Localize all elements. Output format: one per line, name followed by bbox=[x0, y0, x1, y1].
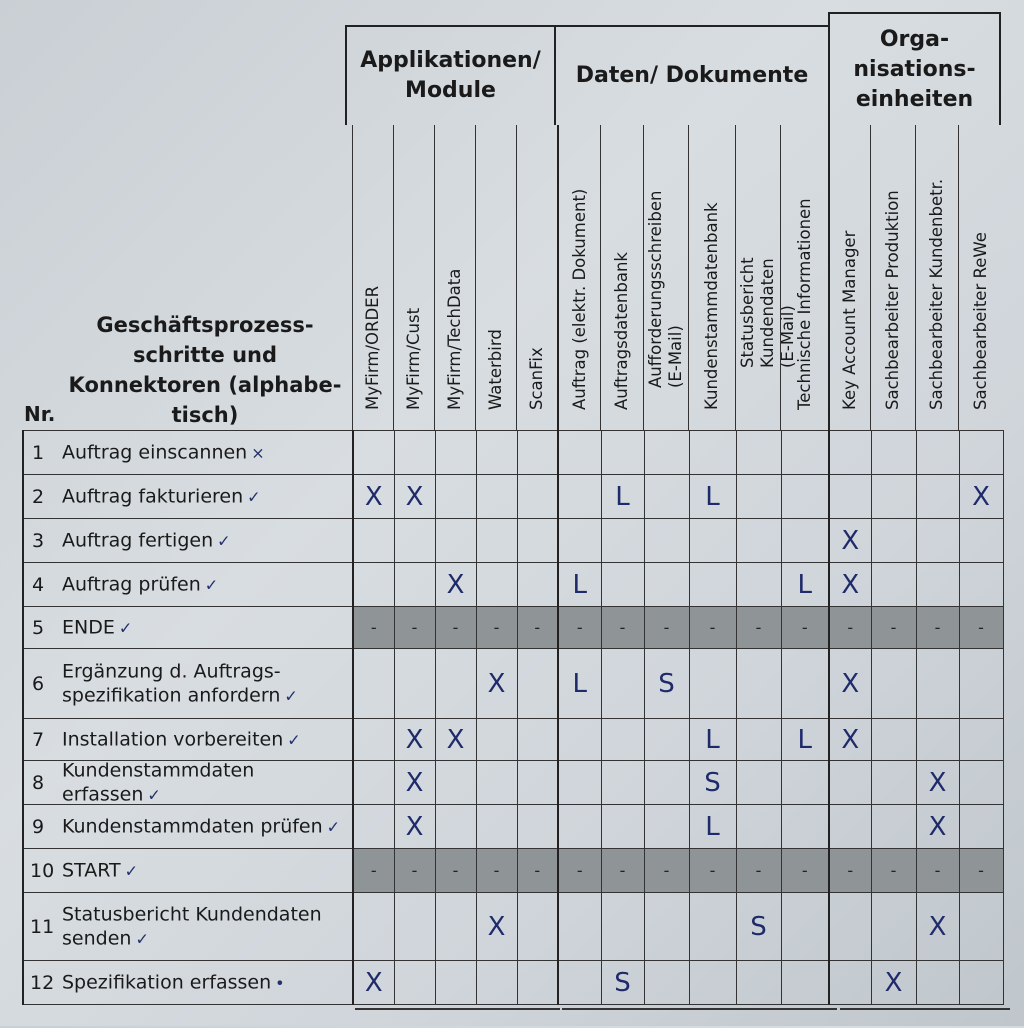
matrix-cell bbox=[689, 961, 736, 1005]
matrix-cell: X bbox=[476, 893, 517, 961]
step-number: 2 bbox=[32, 485, 45, 508]
matrix-cell bbox=[916, 475, 959, 519]
matrix-cell: - bbox=[601, 849, 644, 893]
matrix-cell bbox=[916, 431, 959, 475]
step-number: 5 bbox=[32, 616, 45, 639]
column-header-0 bbox=[352, 125, 393, 430]
matrix-cell bbox=[959, 761, 1003, 805]
matrix-cell: - bbox=[558, 607, 601, 649]
matrix-cell: X bbox=[829, 563, 871, 607]
step-number: 9 bbox=[32, 815, 45, 838]
matrix-cell: - bbox=[736, 607, 781, 649]
step-cell bbox=[23, 607, 353, 649]
process-steps-header: Geschäftsprozess- schritte und Konnektoren (alphabe- tisch) bbox=[68, 313, 342, 427]
matrix-cell: - bbox=[644, 607, 689, 649]
matrix-cell bbox=[558, 805, 601, 849]
matrix-cell: - bbox=[871, 607, 916, 649]
column-header-4 bbox=[516, 125, 557, 430]
matrix-cell bbox=[435, 961, 476, 1005]
matrix-cell bbox=[644, 431, 689, 475]
matrix-cell bbox=[736, 563, 781, 607]
matrix-cell bbox=[601, 719, 644, 761]
matrix-cell bbox=[435, 805, 476, 849]
table-row bbox=[23, 849, 1003, 893]
matrix-cell: X bbox=[829, 519, 871, 563]
column-header-11 bbox=[828, 125, 870, 430]
matrix-cell: - bbox=[476, 607, 517, 649]
matrix-cell bbox=[601, 431, 644, 475]
matrix-cell bbox=[517, 475, 558, 519]
matrix-cell: - bbox=[476, 849, 517, 893]
bottom-brace-right bbox=[840, 1008, 1010, 1028]
step-cell bbox=[23, 805, 353, 849]
check-mark-icon: • bbox=[275, 973, 285, 992]
matrix-cell bbox=[435, 475, 476, 519]
matrix-cell bbox=[736, 475, 781, 519]
matrix-cell: L bbox=[558, 649, 601, 719]
matrix-cell bbox=[476, 519, 517, 563]
matrix-cell: X bbox=[394, 719, 435, 761]
matrix-cell bbox=[353, 719, 394, 761]
matrix-cell: X bbox=[394, 805, 435, 849]
matrix-cell bbox=[871, 519, 916, 563]
matrix-table bbox=[22, 430, 1004, 1005]
matrix-cell bbox=[871, 719, 916, 761]
matrix-cell bbox=[644, 563, 689, 607]
matrix-cell: X bbox=[871, 961, 916, 1005]
matrix-cell: - bbox=[829, 607, 871, 649]
bottom-brace-left bbox=[355, 1008, 560, 1028]
check-mark-icon: ✓ bbox=[287, 730, 301, 749]
step-label: Auftrag prüfen bbox=[62, 573, 201, 595]
matrix-cell bbox=[689, 893, 736, 961]
matrix-cell bbox=[517, 961, 558, 1005]
table-row bbox=[23, 893, 1003, 961]
step-number: 12 bbox=[30, 971, 55, 994]
matrix-cell bbox=[476, 431, 517, 475]
matrix-cell: - bbox=[916, 849, 959, 893]
column-header-label: Statusbericht Kundendaten (E-Mail) bbox=[738, 257, 797, 368]
group-header-org-units: Orga- nisations- einheiten bbox=[828, 12, 1001, 125]
column-header-label: MyFirm/Cust bbox=[404, 307, 423, 410]
step-label: Auftrag einscannen bbox=[62, 441, 248, 463]
matrix-cell: X bbox=[394, 475, 435, 519]
matrix-cell bbox=[829, 761, 871, 805]
matrix-cell bbox=[871, 475, 916, 519]
step-cell bbox=[23, 519, 353, 563]
matrix-cell bbox=[517, 519, 558, 563]
matrix-cell bbox=[959, 805, 1003, 849]
table-row bbox=[23, 805, 1003, 849]
column-header-label: Aufforderungsschreiben (E-Mail) bbox=[646, 190, 685, 388]
column-header-10 bbox=[780, 125, 828, 430]
column-header-2 bbox=[434, 125, 475, 430]
step-number: 1 bbox=[32, 441, 45, 464]
matrix-cell bbox=[829, 961, 871, 1005]
matrix-cell bbox=[558, 719, 601, 761]
matrix-cell bbox=[959, 563, 1003, 607]
column-header-3 bbox=[475, 125, 516, 430]
matrix-cell bbox=[394, 431, 435, 475]
matrix-cell: - bbox=[435, 607, 476, 649]
matrix-cell: - bbox=[689, 607, 736, 649]
check-mark-icon: ✓ bbox=[326, 817, 341, 836]
column-header-label: Sachbearbeiter Kundenbetr. bbox=[927, 178, 946, 410]
column-header-13 bbox=[915, 125, 958, 430]
matrix-cell bbox=[601, 519, 644, 563]
check-mark-icon: ✓ bbox=[118, 618, 133, 637]
matrix-cell: - bbox=[829, 849, 871, 893]
check-mark-icon: × bbox=[251, 443, 265, 462]
matrix-cell bbox=[476, 805, 517, 849]
step-label: START bbox=[62, 859, 121, 881]
column-header-14 bbox=[958, 125, 1002, 430]
step-number: 10 bbox=[30, 859, 55, 882]
step-number: 4 bbox=[32, 573, 45, 596]
check-mark-icon: ✓ bbox=[204, 575, 219, 594]
matrix-cell bbox=[517, 431, 558, 475]
matrix-cell bbox=[476, 719, 517, 761]
matrix-cell: S bbox=[644, 649, 689, 719]
matrix-cell bbox=[829, 431, 871, 475]
matrix-cell bbox=[829, 805, 871, 849]
matrix-cell: L bbox=[781, 563, 829, 607]
check-mark-icon: ✓ bbox=[147, 785, 161, 804]
matrix-cell: - bbox=[689, 849, 736, 893]
matrix-cell: - bbox=[601, 607, 644, 649]
matrix-cell: X bbox=[916, 893, 959, 961]
matrix-cell bbox=[959, 519, 1003, 563]
step-label: Auftrag fertigen bbox=[62, 529, 214, 551]
matrix-cell bbox=[558, 519, 601, 563]
column-header-label: Technische Informationen bbox=[794, 198, 814, 410]
step-number: 11 bbox=[30, 915, 55, 938]
matrix-cell bbox=[644, 761, 689, 805]
column-header-label: MyFirm/TechData bbox=[445, 268, 464, 410]
matrix-cell bbox=[517, 563, 558, 607]
step-number: 7 bbox=[32, 728, 45, 751]
matrix-cell bbox=[394, 961, 435, 1005]
matrix-cell bbox=[959, 649, 1003, 719]
column-header-label: Kundenstammdatenbank bbox=[702, 202, 721, 410]
matrix-cell: S bbox=[689, 761, 736, 805]
matrix-cell bbox=[916, 649, 959, 719]
matrix-cell bbox=[871, 805, 916, 849]
step-cell bbox=[23, 719, 353, 761]
matrix-cell bbox=[916, 563, 959, 607]
nr-header: Nr. bbox=[24, 402, 56, 426]
matrix-cell bbox=[736, 761, 781, 805]
matrix-cell: X bbox=[916, 761, 959, 805]
step-cell bbox=[23, 961, 353, 1005]
group-header-data-documents: Daten/ Dokumente bbox=[554, 25, 830, 125]
step-label: Installation vorbereiten bbox=[62, 728, 284, 750]
matrix-cell bbox=[689, 431, 736, 475]
column-header-label: Auftragsdatenbank bbox=[612, 252, 631, 410]
matrix-cell: L bbox=[689, 805, 736, 849]
matrix-cell bbox=[781, 961, 829, 1005]
column-header-9 bbox=[735, 125, 797, 430]
matrix-cell bbox=[394, 563, 435, 607]
check-mark-icon: ✓ bbox=[135, 929, 149, 948]
step-number: 6 bbox=[32, 672, 45, 695]
matrix-cell bbox=[781, 761, 829, 805]
matrix-cell bbox=[394, 649, 435, 719]
step-label: Spezifikation erfassen bbox=[62, 971, 272, 993]
matrix-cell: L bbox=[689, 719, 736, 761]
matrix-cell bbox=[829, 893, 871, 961]
matrix-cell bbox=[394, 893, 435, 961]
matrix-cell: - bbox=[517, 607, 558, 649]
matrix-cell: X bbox=[476, 649, 517, 719]
step-label: Ergänzung d. Auftrags- spezifikation anfordern bbox=[62, 660, 281, 706]
matrix-cell bbox=[871, 431, 916, 475]
step-cell bbox=[23, 475, 353, 519]
table-row bbox=[23, 649, 1003, 719]
matrix-cell bbox=[916, 719, 959, 761]
step-number: 3 bbox=[32, 529, 45, 552]
step-label: Auftrag fakturieren bbox=[62, 485, 244, 507]
matrix-cell bbox=[871, 563, 916, 607]
matrix-cell bbox=[476, 761, 517, 805]
matrix-cell bbox=[736, 519, 781, 563]
matrix-cell bbox=[781, 519, 829, 563]
column-header-8 bbox=[688, 125, 735, 430]
matrix-cell bbox=[644, 719, 689, 761]
matrix-cell: - bbox=[394, 607, 435, 649]
step-label: Statusbericht Kundendaten senden bbox=[62, 903, 322, 949]
matrix-cell bbox=[781, 805, 829, 849]
matrix-cell: - bbox=[644, 849, 689, 893]
matrix-cell: - bbox=[394, 849, 435, 893]
matrix-cell: X bbox=[394, 761, 435, 805]
check-mark-icon: ✓ bbox=[217, 531, 231, 550]
matrix-cell bbox=[558, 431, 601, 475]
matrix-cell bbox=[558, 761, 601, 805]
matrix-cell bbox=[476, 961, 517, 1005]
matrix-cell bbox=[736, 805, 781, 849]
matrix-cell: - bbox=[435, 849, 476, 893]
matrix-cell bbox=[829, 475, 871, 519]
table-row bbox=[23, 719, 1003, 761]
bottom-brace-mid bbox=[562, 1008, 837, 1028]
matrix-cell bbox=[736, 649, 781, 719]
matrix-cell: X bbox=[435, 563, 476, 607]
matrix-cell bbox=[353, 893, 394, 961]
matrix-cell bbox=[871, 649, 916, 719]
step-cell bbox=[23, 431, 353, 475]
matrix-cell bbox=[435, 519, 476, 563]
matrix-cell: - bbox=[871, 849, 916, 893]
matrix-cell: X bbox=[916, 805, 959, 849]
matrix-cell: - bbox=[781, 607, 829, 649]
matrix-cell bbox=[644, 961, 689, 1005]
matrix-cell bbox=[959, 431, 1003, 475]
table-row bbox=[23, 519, 1003, 563]
matrix-cell bbox=[353, 519, 394, 563]
step-cell bbox=[23, 761, 353, 805]
matrix-cell: - bbox=[959, 849, 1003, 893]
matrix-cell bbox=[781, 475, 829, 519]
matrix-cell: - bbox=[558, 849, 601, 893]
column-header-label: MyFirm/ORDER bbox=[363, 285, 382, 410]
table-row bbox=[23, 475, 1003, 519]
matrix-cell bbox=[601, 761, 644, 805]
matrix-cell bbox=[558, 893, 601, 961]
matrix-cell bbox=[736, 961, 781, 1005]
column-header-6 bbox=[600, 125, 643, 430]
matrix-cell bbox=[558, 961, 601, 1005]
matrix-cell bbox=[517, 761, 558, 805]
matrix-cell bbox=[644, 893, 689, 961]
table-row bbox=[23, 961, 1003, 1005]
matrix-cell: X bbox=[353, 961, 394, 1005]
step-label: Kundenstammdaten prüfen bbox=[62, 815, 323, 837]
matrix-cell bbox=[689, 649, 736, 719]
matrix-cell bbox=[517, 805, 558, 849]
matrix-cell bbox=[601, 649, 644, 719]
matrix-cell bbox=[353, 761, 394, 805]
matrix-cell: X bbox=[829, 719, 871, 761]
matrix-cell: L bbox=[781, 719, 829, 761]
matrix-cell bbox=[353, 563, 394, 607]
matrix-cell: L bbox=[689, 475, 736, 519]
matrix-cell bbox=[353, 805, 394, 849]
matrix-cell bbox=[601, 563, 644, 607]
matrix-cell: L bbox=[601, 475, 644, 519]
matrix-cell: X bbox=[959, 475, 1003, 519]
step-cell bbox=[23, 649, 353, 719]
column-header-label: ScanFix bbox=[527, 347, 546, 410]
matrix-cell bbox=[736, 719, 781, 761]
matrix-cell: - bbox=[781, 849, 829, 893]
check-mark-icon: ✓ bbox=[247, 487, 261, 506]
column-header-label: Auftrag (elektr. Dokument) bbox=[569, 188, 589, 410]
matrix-cell bbox=[435, 431, 476, 475]
column-header-12 bbox=[870, 125, 915, 430]
matrix-cell: L bbox=[558, 563, 601, 607]
column-header-label: Sachbearbeiter ReWe bbox=[970, 232, 990, 410]
matrix-cell bbox=[517, 719, 558, 761]
step-label: Kundenstammdaten erfassen bbox=[62, 759, 255, 805]
matrix-cell bbox=[353, 431, 394, 475]
column-header-label: Sachbearbeiter Produktion bbox=[883, 190, 902, 410]
matrix-cell: S bbox=[601, 961, 644, 1005]
matrix-cell bbox=[781, 893, 829, 961]
matrix-cell bbox=[959, 719, 1003, 761]
matrix-cell: - bbox=[353, 607, 394, 649]
group-header-applications: Applikationen/ Module bbox=[345, 25, 556, 125]
matrix-cell: X bbox=[435, 719, 476, 761]
matrix-cell: S bbox=[736, 893, 781, 961]
matrix-cell bbox=[959, 961, 1003, 1005]
matrix-cell bbox=[871, 761, 916, 805]
matrix-cell bbox=[644, 805, 689, 849]
check-mark-icon: ✓ bbox=[124, 861, 139, 880]
matrix-cell bbox=[781, 431, 829, 475]
matrix-cell bbox=[558, 475, 601, 519]
matrix-cell bbox=[916, 519, 959, 563]
matrix-cell bbox=[644, 519, 689, 563]
matrix-cell bbox=[517, 649, 558, 719]
matrix-cell bbox=[689, 563, 736, 607]
matrix-cell bbox=[517, 893, 558, 961]
step-cell bbox=[23, 893, 353, 961]
matrix-cell: - bbox=[353, 849, 394, 893]
table-row bbox=[23, 607, 1003, 649]
matrix-cell bbox=[781, 649, 829, 719]
matrix-cell bbox=[959, 893, 1003, 961]
table-row bbox=[23, 563, 1003, 607]
table-row bbox=[23, 761, 1003, 805]
matrix-cell: - bbox=[736, 849, 781, 893]
matrix-cell bbox=[435, 649, 476, 719]
matrix-cell bbox=[601, 805, 644, 849]
matrix-cell bbox=[476, 475, 517, 519]
matrix-cell: - bbox=[959, 607, 1003, 649]
column-header-1 bbox=[393, 125, 434, 430]
matrix-cell bbox=[353, 649, 394, 719]
step-number: 8 bbox=[32, 771, 45, 794]
matrix-cell bbox=[689, 519, 736, 563]
step-cell bbox=[23, 849, 353, 893]
matrix-cell bbox=[435, 893, 476, 961]
column-header-5 bbox=[557, 125, 600, 430]
column-header-7 bbox=[643, 125, 688, 430]
matrix-cell: - bbox=[916, 607, 959, 649]
matrix-cell: - bbox=[517, 849, 558, 893]
matrix-cell bbox=[736, 431, 781, 475]
matrix-cell bbox=[394, 519, 435, 563]
step-cell bbox=[23, 563, 353, 607]
matrix-cell: X bbox=[353, 475, 394, 519]
matrix-cell bbox=[871, 893, 916, 961]
matrix-cell bbox=[435, 761, 476, 805]
matrix-cell bbox=[916, 961, 959, 1005]
step-label: ENDE bbox=[62, 616, 115, 638]
matrix-cell bbox=[601, 893, 644, 961]
matrix-cell: X bbox=[829, 649, 871, 719]
column-header-label: Waterbird bbox=[486, 329, 505, 410]
matrix-cell bbox=[644, 475, 689, 519]
matrix-cell bbox=[476, 563, 517, 607]
check-mark-icon: ✓ bbox=[284, 686, 298, 705]
table-row bbox=[23, 431, 1003, 475]
column-header-label: Key Account Manager bbox=[840, 230, 859, 410]
